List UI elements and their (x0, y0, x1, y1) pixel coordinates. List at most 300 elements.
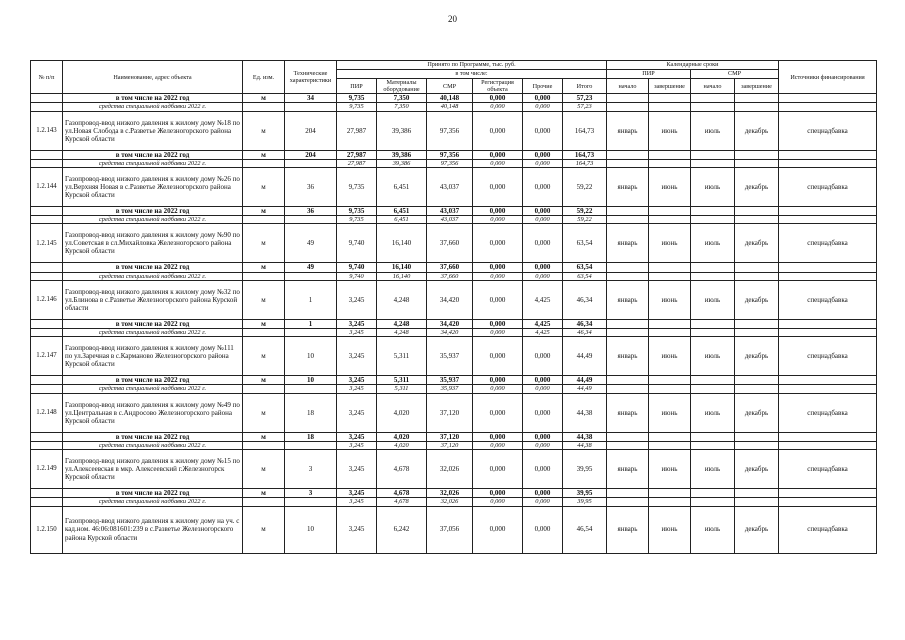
subtotal-unit: м (243, 94, 285, 103)
object-row (31, 224, 877, 263)
object-total: 46,34 (563, 280, 607, 319)
fund-smr: 97,356 (427, 159, 473, 167)
empty-cell (31, 216, 63, 224)
object-registration: 0,000 (473, 168, 523, 207)
object-smr-end: декабрь (735, 337, 779, 376)
object-source: спецнадбавка (779, 111, 877, 150)
empty-cell (607, 159, 649, 167)
object-tech: 36 (285, 168, 337, 207)
object-pir-end: июнь (649, 393, 691, 432)
empty-cell (285, 159, 337, 167)
object-total: 46,54 (563, 506, 607, 553)
object-smr-end: декабрь (735, 506, 779, 553)
empty-cell (691, 319, 735, 328)
subtotal-materials: 5,311 (377, 376, 427, 385)
object-num: 1.2.145 (31, 224, 63, 263)
subtotal-other: 0,000 (523, 94, 563, 103)
empty-cell (607, 376, 649, 385)
fund-pir: 3,245 (337, 498, 377, 506)
subtotal-other: 4,425 (523, 319, 563, 328)
empty-cell (779, 385, 877, 393)
object-tech: 204 (285, 111, 337, 150)
object-pir: 3,245 (337, 506, 377, 553)
empty-cell (649, 498, 691, 506)
object-tech: 10 (285, 506, 337, 553)
object-row (31, 506, 877, 553)
subtotal-registration: 0,000 (473, 489, 523, 498)
empty-cell (285, 441, 337, 449)
header-other: Прочие (523, 79, 563, 94)
subtotal-unit: м (243, 432, 285, 441)
fund-smr: 37,120 (427, 441, 473, 449)
empty-cell (607, 272, 649, 280)
object-total: 59,22 (563, 168, 607, 207)
object-total: 164,73 (563, 111, 607, 150)
table-header (31, 61, 877, 94)
empty-cell (285, 216, 337, 224)
subtotal-materials: 16,140 (377, 263, 427, 272)
subtotal-unit: м (243, 489, 285, 498)
object-smr-end: декабрь (735, 111, 779, 150)
empty-cell (779, 216, 877, 224)
empty-cell (607, 385, 649, 393)
object-pir-end: июнь (649, 111, 691, 150)
empty-cell (649, 432, 691, 441)
object-registration: 0,000 (473, 111, 523, 150)
fund-materials: 4,678 (377, 498, 427, 506)
fund-pir: 9,735 (337, 103, 377, 111)
empty-cell (735, 263, 779, 272)
object-smr: 37,660 (427, 224, 473, 263)
object-source: спецнадбавка (779, 450, 877, 489)
object-tech: 1 (285, 280, 337, 319)
subtotal-row (31, 207, 877, 216)
object-pir-end: июнь (649, 224, 691, 263)
object-smr-start: июль (691, 224, 735, 263)
fund-row (31, 498, 877, 506)
object-name: Газопровод-ввод низкого давления к жилому дому №15 по ул.Алексеевская в мкр. Алексеевский г.Железногорск Курской области (63, 450, 243, 489)
object-pir-start: январь (607, 506, 649, 553)
fund-materials: 4,020 (377, 441, 427, 449)
object-name: Газопровод-ввод низкого давления к жилому дому №26 по ул.Верхняя Новая в с.Разветье Железногорского района Курской области (63, 168, 243, 207)
empty-cell (779, 376, 877, 385)
empty-cell (691, 498, 735, 506)
subtotal-smr: 40,148 (427, 94, 473, 103)
subtotal-total: 164,73 (563, 150, 607, 159)
object-other: 0,000 (523, 450, 563, 489)
object-unit: м (243, 280, 285, 319)
empty-cell (607, 207, 649, 216)
object-num: 1.2.147 (31, 337, 63, 376)
subtotal-other: 0,000 (523, 207, 563, 216)
header-cal-pir: ПИР (607, 70, 691, 79)
object-smr-end: декабрь (735, 393, 779, 432)
object-source: спецнадбавка (779, 168, 877, 207)
object-smr: 37,120 (427, 393, 473, 432)
object-smr: 43,037 (427, 168, 473, 207)
object-row (31, 111, 877, 150)
object-pir: 27,987 (337, 111, 377, 150)
object-pir: 9,740 (337, 224, 377, 263)
subtotal-tech: 36 (285, 207, 337, 216)
empty-cell (735, 150, 779, 159)
empty-cell (649, 159, 691, 167)
program-table (30, 60, 877, 554)
subtotal-label: в том числе на 2022 год (63, 319, 243, 328)
empty-cell (243, 272, 285, 280)
empty-cell (649, 376, 691, 385)
object-registration: 0,000 (473, 506, 523, 553)
header-incl: в том числе: (337, 70, 607, 79)
object-smr: 35,937 (427, 337, 473, 376)
empty-cell (243, 159, 285, 167)
fund-smr: 35,937 (427, 385, 473, 393)
empty-cell (31, 272, 63, 280)
fund-registration: 0,000 (473, 216, 523, 224)
empty-cell (691, 432, 735, 441)
subtotal-materials: 4,020 (377, 432, 427, 441)
subtotal-materials: 4,678 (377, 489, 427, 498)
empty-cell (691, 441, 735, 449)
subtotal-smr: 32,026 (427, 489, 473, 498)
empty-cell (691, 328, 735, 336)
object-smr-start: июль (691, 111, 735, 150)
empty-cell (31, 328, 63, 336)
subtotal-registration: 0,000 (473, 207, 523, 216)
object-tech: 49 (285, 224, 337, 263)
empty-cell (779, 159, 877, 167)
empty-cell (735, 498, 779, 506)
subtotal-registration: 0,000 (473, 432, 523, 441)
empty-cell (779, 272, 877, 280)
page-number: 20 (448, 14, 457, 24)
empty-cell (691, 150, 735, 159)
empty-cell (243, 498, 285, 506)
fund-label: средства специальной надбавки 2022 г. (63, 498, 243, 506)
object-materials: 16,140 (377, 224, 427, 263)
subtotal-unit: м (243, 319, 285, 328)
empty-cell (649, 207, 691, 216)
empty-cell (285, 498, 337, 506)
fund-row (31, 159, 877, 167)
empty-cell (735, 319, 779, 328)
object-num: 1.2.150 (31, 506, 63, 553)
table-body (31, 94, 877, 553)
subtotal-pir: 3,245 (337, 489, 377, 498)
empty-cell (735, 432, 779, 441)
empty-cell (31, 432, 63, 441)
fund-smr: 32,026 (427, 498, 473, 506)
subtotal-label: в том числе на 2022 год (63, 489, 243, 498)
fund-row (31, 328, 877, 336)
subtotal-materials: 6,451 (377, 207, 427, 216)
fund-total: 44,38 (563, 441, 607, 449)
empty-cell (243, 216, 285, 224)
header-start: начало (607, 79, 649, 94)
fund-registration: 0,000 (473, 103, 523, 111)
empty-cell (31, 159, 63, 167)
subtotal-tech: 204 (285, 150, 337, 159)
subtotal-smr: 37,120 (427, 432, 473, 441)
subtotal-registration: 0,000 (473, 263, 523, 272)
empty-cell (607, 216, 649, 224)
fund-label: средства специальной надбавки 2022 г. (63, 441, 243, 449)
object-registration: 0,000 (473, 450, 523, 489)
object-total: 63,54 (563, 224, 607, 263)
empty-cell (649, 263, 691, 272)
object-name: Газопровод-ввод низкого давления к жилому дому №18 по ул.Новая Слобода в с.Разветье Железногорского района Курской области (63, 111, 243, 150)
fund-other: 0,000 (523, 103, 563, 111)
empty-cell (31, 376, 63, 385)
empty-cell (691, 376, 735, 385)
fund-total: 57,23 (563, 103, 607, 111)
empty-cell (31, 319, 63, 328)
fund-smr: 34,420 (427, 328, 473, 336)
object-smr: 32,026 (427, 450, 473, 489)
object-row (31, 280, 877, 319)
subtotal-other: 0,000 (523, 489, 563, 498)
fund-registration: 0,000 (473, 441, 523, 449)
fund-pir: 3,245 (337, 385, 377, 393)
empty-cell (649, 441, 691, 449)
empty-cell (31, 441, 63, 449)
fund-registration: 0,000 (473, 328, 523, 336)
header-smr: СМР (427, 79, 473, 94)
object-materials: 39,386 (377, 111, 427, 150)
subtotal-label: в том числе на 2022 год (63, 150, 243, 159)
empty-cell (607, 432, 649, 441)
empty-cell (779, 432, 877, 441)
header-registration: Регистрация объекта (473, 79, 523, 94)
subtotal-pir: 27,987 (337, 150, 377, 159)
object-smr-start: июль (691, 337, 735, 376)
object-smr-start: июль (691, 506, 735, 553)
empty-cell (779, 489, 877, 498)
object-name: Газопровод-ввод низкого давления к жилому дому №90 по ул.Советская в сл.Михайловка Железногорского района Курской области (63, 224, 243, 263)
object-unit: м (243, 168, 285, 207)
object-pir-end: июнь (649, 506, 691, 553)
header-end: завершение (649, 79, 691, 94)
fund-total: 44,49 (563, 385, 607, 393)
fund-registration: 0,000 (473, 159, 523, 167)
object-pir-end: июнь (649, 280, 691, 319)
fund-total: 46,34 (563, 328, 607, 336)
fund-label: средства специальной надбавки 2022 г. (63, 216, 243, 224)
object-pir-start: январь (607, 450, 649, 489)
empty-cell (243, 328, 285, 336)
subtotal-total: 63,54 (563, 263, 607, 272)
header-calendar: Календарные сроки (607, 61, 779, 70)
fund-registration: 0,000 (473, 272, 523, 280)
empty-cell (779, 150, 877, 159)
subtotal-registration: 0,000 (473, 150, 523, 159)
subtotal-tech: 3 (285, 489, 337, 498)
object-unit: м (243, 224, 285, 263)
subtotal-smr: 43,037 (427, 207, 473, 216)
subtotal-tech: 10 (285, 376, 337, 385)
object-tech: 10 (285, 337, 337, 376)
fund-pir: 9,735 (337, 216, 377, 224)
object-smr: 34,420 (427, 280, 473, 319)
subtotal-pir: 3,245 (337, 432, 377, 441)
empty-cell (31, 385, 63, 393)
header-num: № п/п (31, 61, 63, 94)
object-num: 1.2.148 (31, 393, 63, 432)
object-unit: м (243, 111, 285, 150)
object-name: Газопровод-ввод низкого давления к жилому дому №49 по ул.Центральная в с.Андросово Железногорского района Курской области (63, 393, 243, 432)
object-pir-start: январь (607, 111, 649, 150)
subtotal-tech: 1 (285, 319, 337, 328)
fund-other: 0,000 (523, 159, 563, 167)
subtotal-row (31, 263, 877, 272)
subtotal-total: 59,22 (563, 207, 607, 216)
object-name: Газопровод-ввод низкого давления к жилому дому №32 по ул.Блинова в с.Разветье Железногорского района Курской области (63, 280, 243, 319)
object-pir-start: январь (607, 224, 649, 263)
subtotal-row (31, 150, 877, 159)
object-smr-start: июль (691, 280, 735, 319)
object-other: 0,000 (523, 168, 563, 207)
subtotal-smr: 37,660 (427, 263, 473, 272)
empty-cell (31, 150, 63, 159)
empty-cell (607, 150, 649, 159)
fund-pir: 3,245 (337, 441, 377, 449)
fund-other: 0,000 (523, 216, 563, 224)
empty-cell (735, 328, 779, 336)
subtotal-registration: 0,000 (473, 319, 523, 328)
object-total: 44,38 (563, 393, 607, 432)
empty-cell (285, 328, 337, 336)
empty-cell (607, 319, 649, 328)
empty-cell (649, 328, 691, 336)
empty-cell (649, 489, 691, 498)
subtotal-total: 57,23 (563, 94, 607, 103)
empty-cell (31, 489, 63, 498)
empty-cell (735, 441, 779, 449)
subtotal-unit: м (243, 376, 285, 385)
subtotal-registration: 0,000 (473, 94, 523, 103)
subtotal-other: 0,000 (523, 263, 563, 272)
subtotal-unit: м (243, 150, 285, 159)
fund-total: 59,22 (563, 216, 607, 224)
object-registration: 0,000 (473, 224, 523, 263)
object-pir-start: январь (607, 280, 649, 319)
object-smr: 37,056 (427, 506, 473, 553)
object-pir-end: июнь (649, 450, 691, 489)
empty-cell (735, 207, 779, 216)
object-source: спецнадбавка (779, 506, 877, 553)
empty-cell (31, 207, 63, 216)
subtotal-other: 0,000 (523, 432, 563, 441)
object-row (31, 168, 877, 207)
object-name: Газопровод-ввод низкого давления к жилому дому на уч. с кад.ном. 46:06:081601:239 в с.Разветье Железногорского района Курской области (63, 506, 243, 553)
object-name: Газопровод-ввод низкого давления к жилому дому №111 по ул.Заречная в с.Карманово Железногорского района Курской области (63, 337, 243, 376)
header-source: Источники финансирования (779, 61, 877, 94)
object-smr-start: июль (691, 168, 735, 207)
subtotal-label: в том числе на 2022 год (63, 207, 243, 216)
subtotal-tech: 49 (285, 263, 337, 272)
object-source: спецнадбавка (779, 224, 877, 263)
empty-cell (735, 376, 779, 385)
subtotal-label: в том числе на 2022 год (63, 432, 243, 441)
fund-row (31, 272, 877, 280)
empty-cell (691, 489, 735, 498)
header-start2: начало (691, 79, 735, 94)
subtotal-row (31, 432, 877, 441)
empty-cell (691, 385, 735, 393)
empty-cell (779, 498, 877, 506)
object-smr-end: декабрь (735, 224, 779, 263)
subtotal-smr: 34,420 (427, 319, 473, 328)
subtotal-smr: 35,937 (427, 376, 473, 385)
subtotal-label: в том числе на 2022 год (63, 94, 243, 103)
subtotal-pir: 9,735 (337, 207, 377, 216)
object-unit: м (243, 506, 285, 553)
fund-registration: 0,000 (473, 498, 523, 506)
header-tech: Технические характеристики (285, 61, 337, 94)
subtotal-total: 44,38 (563, 432, 607, 441)
object-materials: 6,242 (377, 506, 427, 553)
empty-cell (649, 272, 691, 280)
fund-other: 0,000 (523, 441, 563, 449)
fund-pir: 27,987 (337, 159, 377, 167)
object-tech: 18 (285, 393, 337, 432)
object-other: 0,000 (523, 337, 563, 376)
empty-cell (649, 319, 691, 328)
empty-cell (779, 263, 877, 272)
empty-cell (649, 216, 691, 224)
subtotal-total: 44,49 (563, 376, 607, 385)
header-cal-smr: СМР (691, 70, 779, 79)
object-row (31, 393, 877, 432)
fund-registration: 0,000 (473, 385, 523, 393)
fund-smr: 40,148 (427, 103, 473, 111)
object-other: 0,000 (523, 111, 563, 150)
object-source: спецнадбавка (779, 393, 877, 432)
fund-label: средства специальной надбавки 2022 г. (63, 159, 243, 167)
object-unit: м (243, 393, 285, 432)
object-source: спецнадбавка (779, 280, 877, 319)
object-row (31, 450, 877, 489)
subtotal-materials: 7,350 (377, 94, 427, 103)
empty-cell (607, 263, 649, 272)
subtotal-registration: 0,000 (473, 376, 523, 385)
object-pir-end: июнь (649, 337, 691, 376)
object-pir: 3,245 (337, 393, 377, 432)
object-tech: 3 (285, 450, 337, 489)
object-num: 1.2.146 (31, 280, 63, 319)
fund-materials: 7,350 (377, 103, 427, 111)
empty-cell (691, 272, 735, 280)
empty-cell (735, 385, 779, 393)
empty-cell (735, 216, 779, 224)
empty-cell (243, 441, 285, 449)
object-pir-end: июнь (649, 168, 691, 207)
object-other: 4,425 (523, 280, 563, 319)
subtotal-materials: 39,386 (377, 150, 427, 159)
object-pir: 3,245 (337, 280, 377, 319)
fund-row (31, 385, 877, 393)
header-end2: завершение (735, 79, 779, 94)
object-smr: 97,356 (427, 111, 473, 150)
object-registration: 0,000 (473, 393, 523, 432)
fund-row (31, 216, 877, 224)
subtotal-row (31, 376, 877, 385)
object-num: 1.2.144 (31, 168, 63, 207)
subtotal-unit: м (243, 207, 285, 216)
object-smr-end: декабрь (735, 280, 779, 319)
object-pir-start: январь (607, 337, 649, 376)
fund-smr: 43,037 (427, 216, 473, 224)
